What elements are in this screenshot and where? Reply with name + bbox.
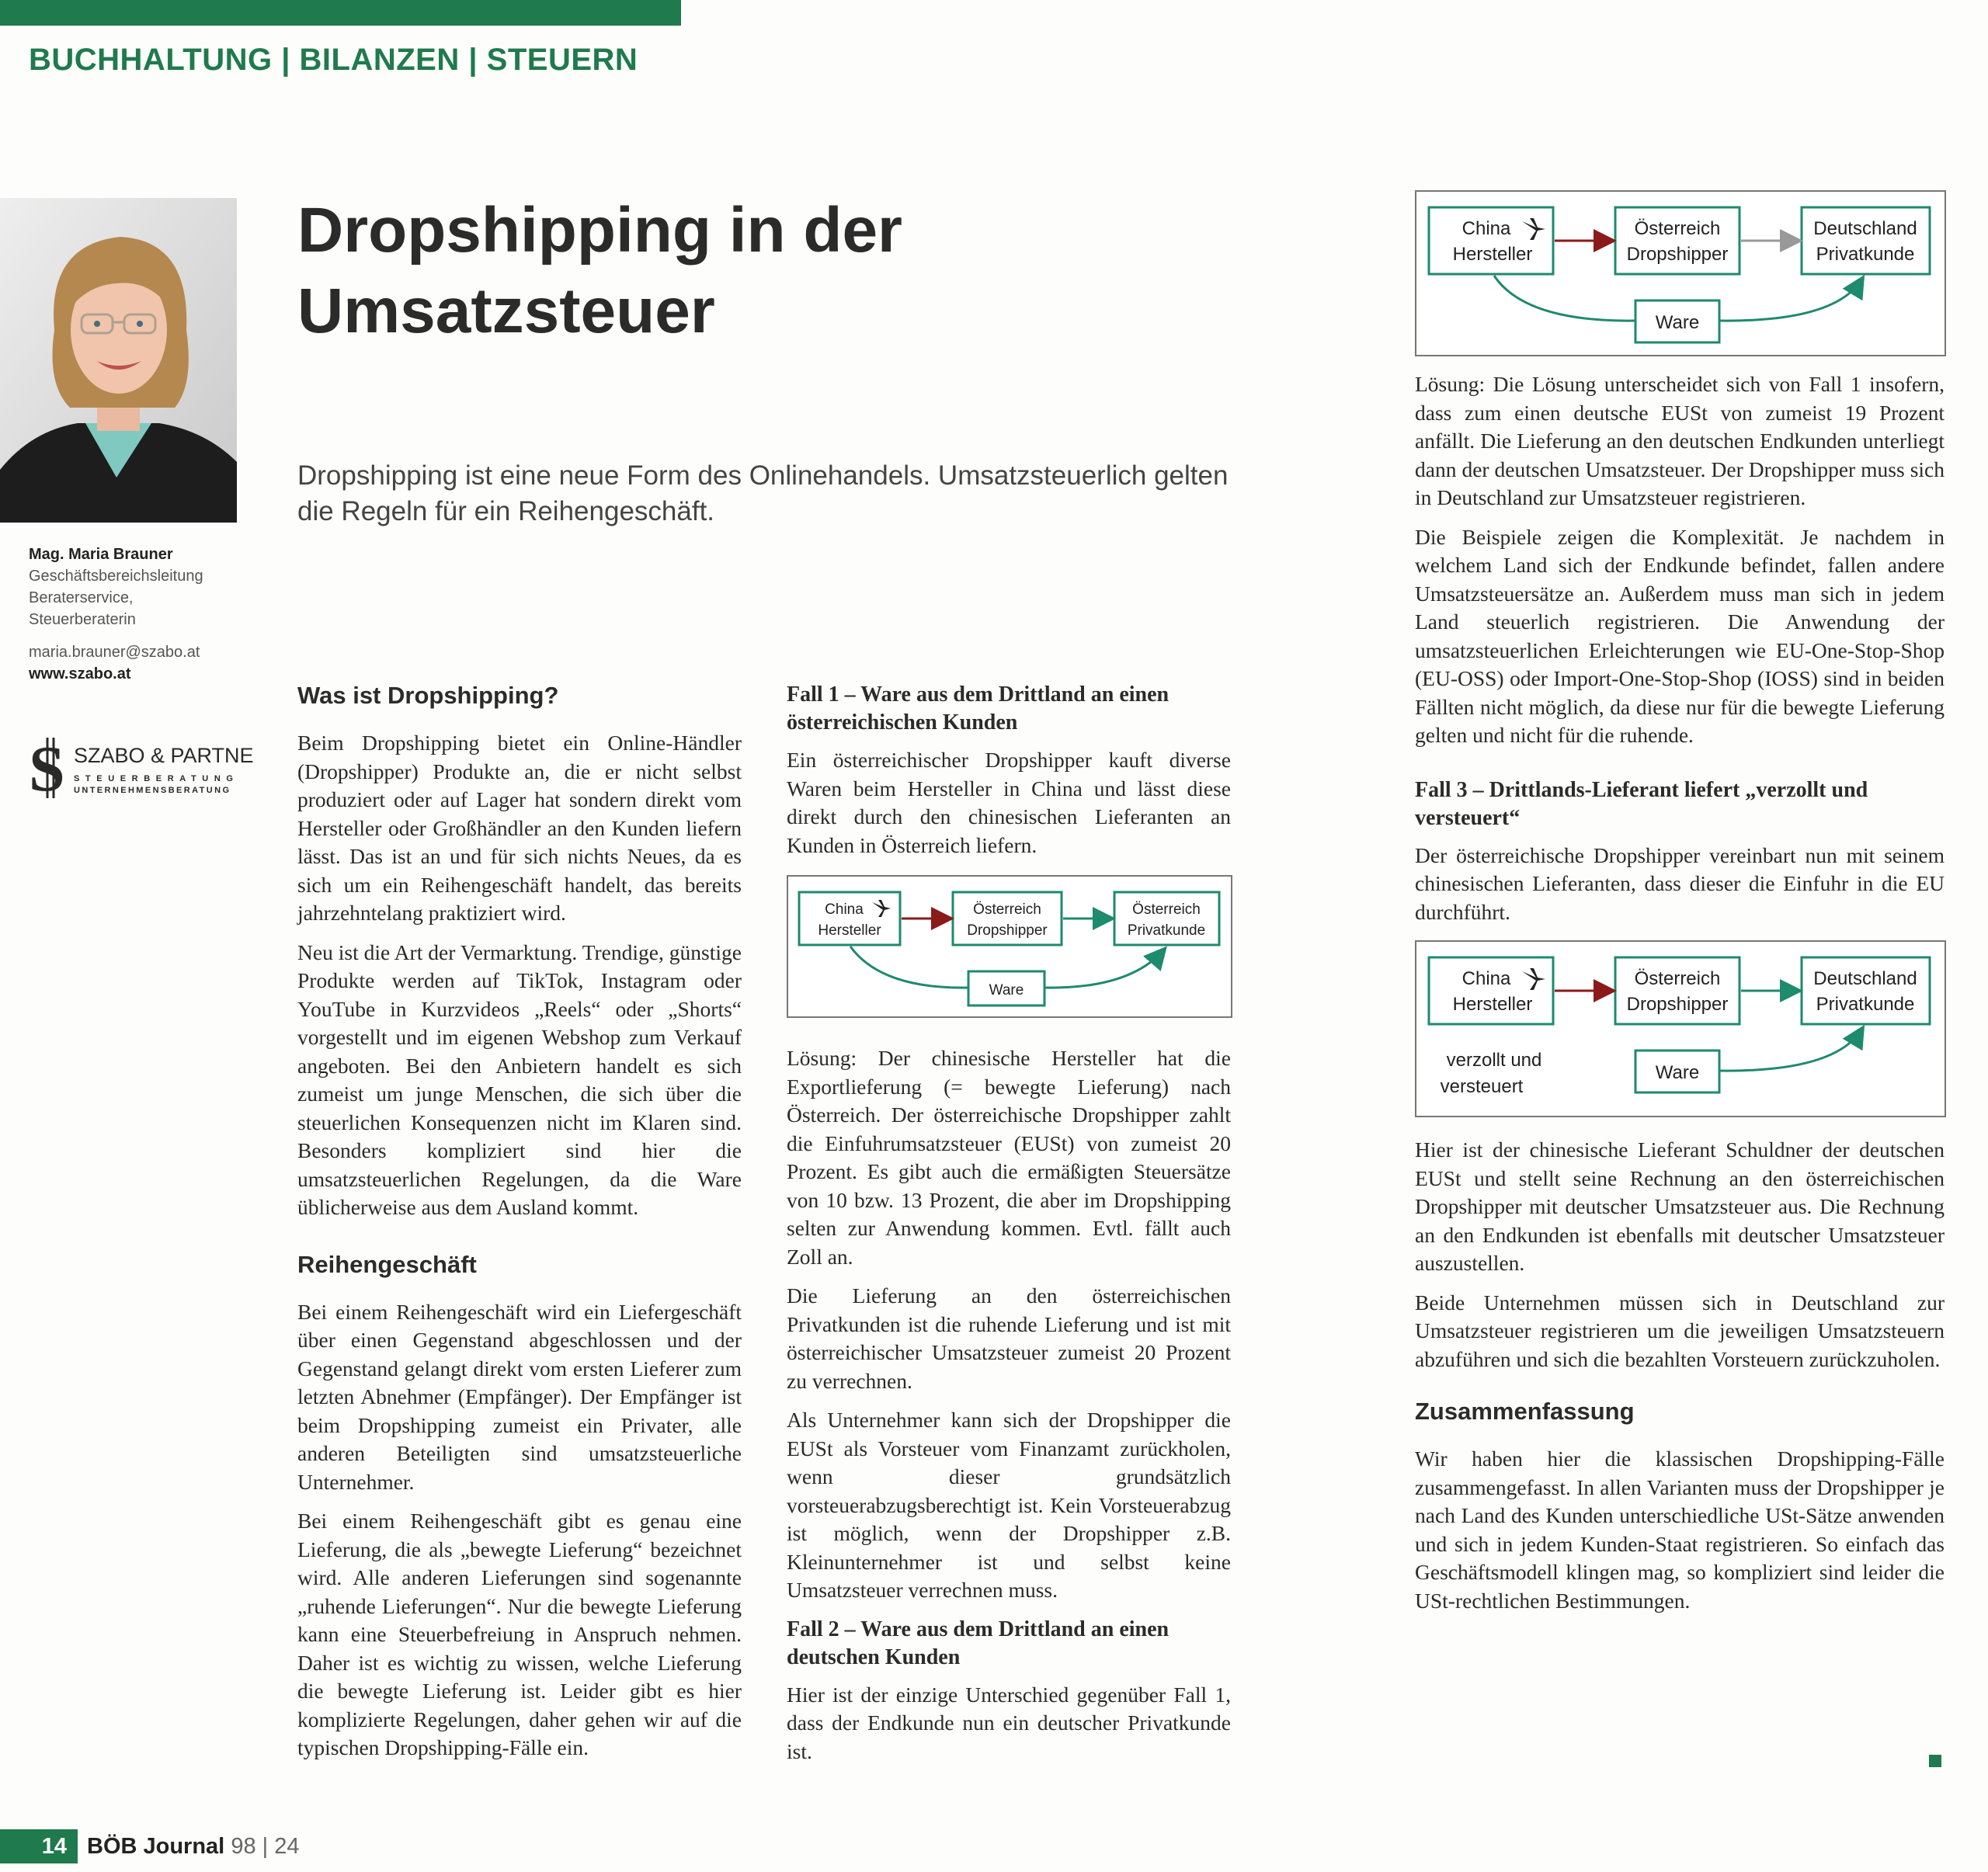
paragraph: Hier ist der einzige Unterschied gegenüber Fall 1, dass der Endkunde nun ein deutscher Privatkunde ist.	[787, 1682, 1231, 1763]
author-role-line: Beraterservice,	[29, 589, 134, 606]
paragraph: Bei einem Reihengeschäft gibt es genau eine Lieferung, die als „bewegte Lieferung“ bezeichnet wird. Alle anderen Lieferungen sind sogenannte „ruhende Lieferungen“. Nur die bewegte Lieferung kann eine Steuerbefreiung in Anspruch nehmen. Daher ist es wichtig zu wissen, welche Lieferung die bewegte Lieferung ist. Leider gibt es hier komplizierte Regelungen, daher gehen wir auf die typischen Dropshipping-Fälle ein.	[297, 1509, 742, 1759]
svg-text:Österreich: Österreich	[1132, 901, 1201, 918]
paragraph: Die Beispiele zeigen die Komplexität. Je nachdem in welchem Land sich der Endkunde befindet, fallen andere Umsatzsteuersätze an. Außerdem muss man sich in jedem Land steuerlich registrieren. Die Anwendung der umsatzsteuerlichen Erleichterungen wie EU-One-Stop-Shop (EU-OSS) oder Import-One-Stop-Shop (IOSS) sind in beiden Fällten nicht möglich, da diese nur für die bewegte Lieferung gelten und nicht für die ruhende.	[1415, 524, 1945, 747]
svg-text:Privatkunde: Privatkunde	[1816, 244, 1915, 265]
article-column-2	[787, 681, 1231, 1776]
svg-text:Hersteller: Hersteller	[1452, 994, 1533, 1015]
journal-title: BÖB Journal	[87, 1834, 225, 1859]
author-website-link[interactable]: www.szabo.at	[29, 665, 131, 682]
svg-text:Dropshipper: Dropshipper	[1626, 244, 1729, 265]
author-email-link[interactable]: maria.brauner@szabo.at	[29, 644, 200, 661]
author-info	[29, 544, 262, 685]
author-role-line: Geschäftsbereichsleitung	[29, 568, 203, 585]
paragraph: Die Lieferung an den österreichischen Privatkunden ist die ruhende Lieferung und ist mit österreichischer Umsatzsteuer zumeist 20 Prozent zu verrechnen.	[787, 1283, 1231, 1393]
heading-was-ist-dropshipping: Was ist Dropshipping?	[297, 682, 559, 709]
author-name: Mag. Maria Brauner	[29, 546, 173, 563]
heading-fall-3: Fall 3 – Drittlands-Lieferant liefert „verzollt und versteuert“	[1415, 777, 1868, 830]
note-versteuert: versteuert	[1440, 1076, 1524, 1097]
svg-text:Hersteller: Hersteller	[818, 922, 881, 939]
paragraph: Bei einem Reihengeschäft wird ein Liefergeschäft über einen Gegenstand abgeschlossen und der Gegenstand gelangt direkt vom ersten Lieferer zum letzten Abnehmer (Empfänger). Der Empfänger ist beim Dropshipping zumeist ein Privater, alle anderen Beteiligten sind umsatzsteuerliche Unternehmer.	[297, 1299, 742, 1494]
journal-issue: 98 | 24	[231, 1834, 300, 1859]
section-heading: BUCHHALTUNG | BILANZEN | STEUERN	[29, 43, 638, 77]
logo-name: SZABO & PARTNER	[74, 744, 254, 767]
svg-text:Ware: Ware	[1655, 1062, 1700, 1083]
article-title	[297, 190, 996, 352]
paragraph: Lösung: Der chinesische Hersteller hat die Exportlieferung (= bewegte Lieferung) nach Österreich. Der österreichische Dropshipper zahlt die Einfuhrumsatzsteuer (EUSt) von zumeist 20 Prozent. Es gibt auch die ermäßigten Steuersätze von 10 bzw. 13 Prozent, die aber im Dropshipping selten zur Anwendung kommen. Evtl. fällt auch Zoll an.	[787, 1046, 1231, 1269]
diagram-fall-2	[1415, 190, 1946, 356]
diagram-fall-3	[1415, 940, 1946, 1117]
company-logo	[29, 738, 254, 800]
paragraph: Wir haben hier die klassischen Dropshipping-Fälle zusammengefasst. In allen Varianten muss der Dropshipper je nach Land des Kunden unterschiedliche USt-Sätze anwenden und sich in jedem Kunden-Staat registrieren. So einfach das Geschäftsmodell klingen mag, so kompliziert sind leider die USt-rechtlichen Bestimmungen.	[1415, 1447, 1945, 1613]
svg-text:Privatkunde: Privatkunde	[1816, 994, 1915, 1015]
author-role-line: Steuerberaterin	[29, 611, 136, 628]
logo-tagline-2: UNTERNEHMENSBERATUNG	[74, 786, 231, 795]
paragraph: Hier ist der chinesische Lieferant Schuldner der deutschen EUSt und stellt seine Rechnung an den österreichischen Dropshipper mit deutscher Umsatzsteuer aus. Die Rechnung an den Endkunden ist ebenfalls mit deutscher Umsatzsteuer auszustellen.	[1415, 1137, 1945, 1275]
arrow-ware-flow	[1719, 1029, 1862, 1071]
heading-fall-1: Fall 1 – Ware aus dem Drittland an einen österreichischen Kunden	[787, 682, 1170, 735]
svg-text:Dropshipper: Dropshipper	[1626, 994, 1729, 1015]
svg-text:Ware: Ware	[989, 982, 1024, 999]
svg-text:Hersteller: Hersteller	[1452, 244, 1533, 265]
journal-name	[87, 1832, 299, 1860]
article-column-3	[1415, 190, 1945, 1626]
svg-text:Österreich: Österreich	[973, 901, 1041, 918]
heading-reihengeschaeft: Reihengeschäft	[297, 1250, 477, 1278]
note-verzollt: verzollt und	[1446, 1050, 1542, 1071]
article-title-line: Dropshipping in der	[297, 195, 902, 266]
svg-text:Deutschland: Deutschland	[1813, 968, 1917, 989]
paragraph: Der österreichische Dropshipper vereinbart nun mit seinem chinesischen Lieferanten, dass dieser die Einfuhr in die EU durchführt.	[1415, 842, 1945, 924]
paragraph: Beide Unternehmen müssen sich in Deutschland zur Umsatzsteuer registrieren um die jeweiligen Umsatzsteuern abzuführen und sich die bezahlten Vorsteuern zurückzuholen.	[1415, 1290, 1945, 1371]
svg-text:Ware: Ware	[1655, 312, 1700, 333]
paragraph: Neu ist die Art der Vermarktung. Trendige, günstige Produkte werden auf TikTok, Instagram oder YouTube in Kurzvideos „Reels“ oder „Shorts“ vorgestellt und im eigenen Webshop zum Verkauf angeboten. Bei den Anbietern handelt es sich zumeist um junge Menschen, die sich über die steuerlichen Konsequenzen nicht im Klaren sind. Besonders kompliziert sind hier die umsatzsteuerlichen Regelungen, da die Ware üblicherweise aus dem Ausland kommt.	[297, 939, 742, 1219]
paragraph: Ein österreichischer Dropshipper kauft diverse Waren beim Hersteller in China und lässt diese direkt durch den chinesischen Lieferanten an Kunden in Österreich liefern.	[787, 748, 1231, 857]
article-end-mark	[1929, 1755, 1941, 1767]
paragraph: Lösung: Die Lösung unterscheidet sich von Fall 1 insofern, dass zum einen deutsche EUSt von zumeist 19 Prozent anfällt. Die Lieferung an den deutschen Endkunden unterliegt dann der deutschen Umsatzsteuer. Der Dropshipper muss sich in Deutschland zur Umsatzsteuer registrieren.	[1415, 372, 1945, 509]
svg-text:China: China	[1461, 218, 1511, 239]
heading-fall-2: Fall 2 – Ware aus dem Drittland an einen deutschen Kunden	[787, 1617, 1170, 1669]
heading-zusammenfassung: Zusammenfassung	[1415, 1398, 1635, 1425]
top-accent-bar	[0, 0, 681, 26]
svg-text:China: China	[1461, 968, 1511, 989]
svg-text:Österreich: Österreich	[1634, 218, 1721, 239]
article-column-1	[297, 681, 742, 1773]
svg-text:Deutschland: Deutschland	[1813, 218, 1917, 239]
author-photo	[0, 198, 237, 523]
page-number: 14	[0, 1829, 78, 1863]
paragraph: Beim Dropshipping bietet ein Online-Händler (Dropshipper) Produkte an, die er nicht selbst produziert oder auf Lager hat sondern direkt vom Hersteller oder Großhändler an den Kunden liefern lässt. Das ist an und für sich nichts Neues, da es sich um ein Reihengeschäft handelt, das bereits jahrzehntelang praktiziert wird.	[297, 731, 742, 925]
svg-text:Österreich: Österreich	[1634, 968, 1721, 989]
diagram-fall-1	[787, 875, 1232, 1018]
paragraph: Als Unternehmer kann sich der Dropshipper die EUSt als Vorsteuer vom Finanzamt zurückholen, wenn dieser grundsätzlich vorsteuerabzugsberechtigt ist. Kein Vorsteuerabzug ist möglich, wenn der Dropshipper z.B. Kleinunternehmer ist und selbst keine Umsatzsteuer verrechnen muss.	[787, 1408, 1231, 1602]
logo-tagline-1: STEUERBERATUNG	[74, 774, 239, 783]
svg-text:China: China	[825, 901, 864, 918]
article-title-line: Umsatzsteuer	[297, 276, 715, 346]
article-lead: Dropshipping ist eine neue Form des Onlinehandels. Umsatzsteuerlich gelten die Regeln für ein Reihengeschäft.	[297, 460, 1229, 526]
svg-text:Privatkunde: Privatkunde	[1127, 922, 1206, 939]
svg-text:S: S	[29, 738, 65, 800]
svg-text:Dropshipper: Dropshipper	[967, 922, 1048, 939]
